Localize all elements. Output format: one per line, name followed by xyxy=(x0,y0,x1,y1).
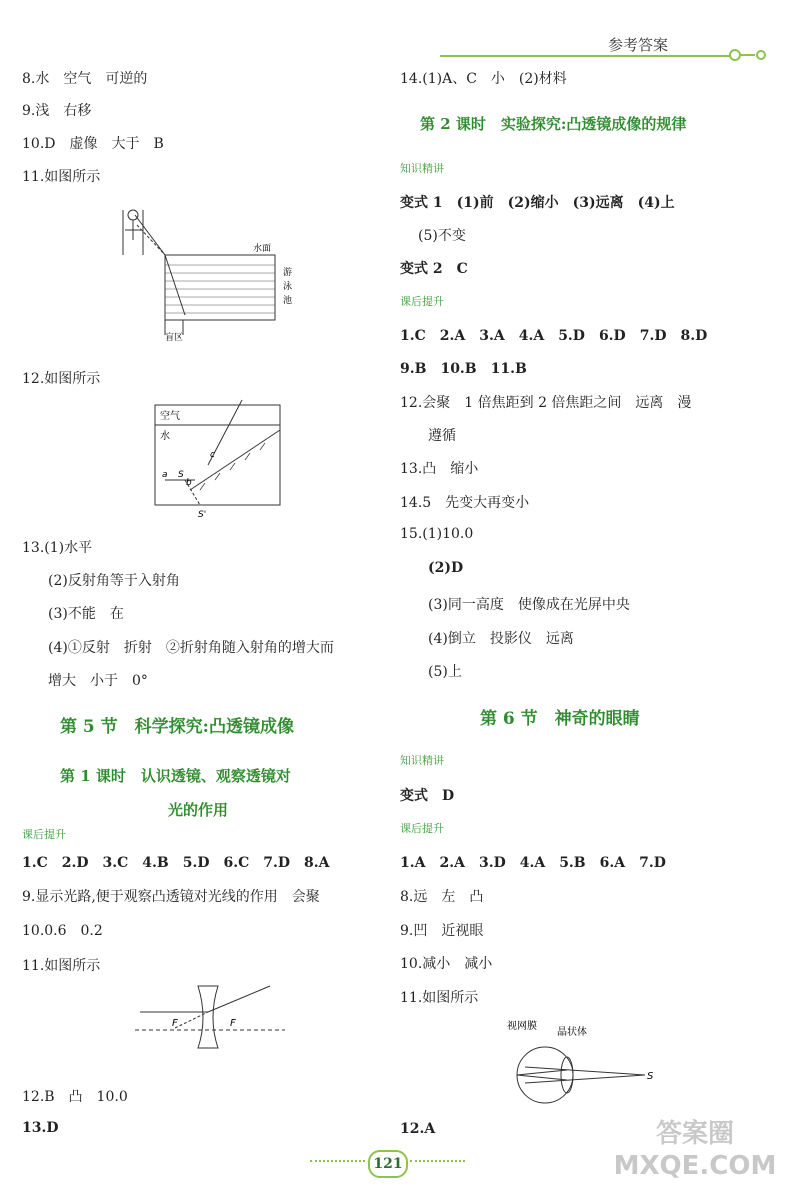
answer-line: 12.会聚 1 倍焦距到 2 倍焦距之间 远离 漫 xyxy=(400,395,692,411)
svg-text:a: a xyxy=(162,470,168,480)
blind-zone-label: 盲区 xyxy=(165,333,184,343)
section-tag: 课后提升 xyxy=(400,822,444,835)
answer-line: (2)反射角等于入射角 xyxy=(48,573,180,589)
water-label: 水 xyxy=(160,431,170,442)
svg-text:游: 游 xyxy=(283,268,293,278)
svg-text:S': S' xyxy=(198,510,207,520)
svg-text:b: b xyxy=(186,478,192,488)
watermark: 答案圈 MXQE.COM xyxy=(613,1119,777,1181)
air-label: 空气 xyxy=(160,411,180,422)
section-tag: 课后提升 xyxy=(400,295,444,308)
variant-line: 变式 2 C xyxy=(400,261,468,277)
answer-line: 9.浅 右移 xyxy=(22,103,92,119)
footer-rule-right xyxy=(410,1160,465,1162)
water-surface-label: 水面 xyxy=(253,244,272,254)
answer-line: 9.凹 近视眼 xyxy=(400,923,484,939)
pool-figure xyxy=(115,195,315,345)
svg-text:c: c xyxy=(210,450,215,460)
answer-line: 12.A xyxy=(400,1121,436,1137)
header-ornament xyxy=(725,46,775,64)
answer-line: 9.B 10.B 11.B xyxy=(400,361,527,377)
answer-line: 13.D xyxy=(22,1120,59,1136)
answer-line: 8.远 左 凸 xyxy=(400,889,484,905)
answer-line: 遵循 xyxy=(428,428,456,444)
answer-line: 14.5 先变大再变小 xyxy=(400,495,530,511)
lesson-title-cont: 光的作用 xyxy=(168,801,229,819)
answer-line: 增大 小于 0° xyxy=(48,673,148,689)
answer-line: 10.减小 减小 xyxy=(400,956,493,972)
answer-line: 1.C 2.A 3.A 4.A 5.D 6.D 7.D 8.D xyxy=(400,328,708,344)
svg-text:泳: 泳 xyxy=(283,282,293,292)
answer-line: 10.0.6 0.2 xyxy=(22,923,103,939)
mirror-water-figure xyxy=(150,395,290,520)
section-title: 第 5 节 科学探究:凸透镜成像 xyxy=(60,717,294,737)
section-title: 第 6 节 神奇的眼睛 xyxy=(480,709,640,729)
answer-line: 12.B 凸 10.0 xyxy=(22,1089,128,1105)
variant-line: 变式 D xyxy=(400,788,455,804)
answer-line: 13.凸 缩小 xyxy=(400,461,479,477)
retina-label: 视网膜 xyxy=(507,1021,537,1032)
answer-line: (4)①反射 折射 ②折射角随入射角的增大而 xyxy=(48,640,334,656)
answer-line: 11.如图所示 xyxy=(22,958,101,974)
svg-text:S: S xyxy=(178,470,184,480)
answer-line: 9.显示光路,便于观察凸透镜对光线的作用 会聚 xyxy=(22,889,320,905)
answer-line: 13.(1)水平 xyxy=(22,540,93,556)
answer-line: 12.如图所示 xyxy=(22,371,101,387)
answer-line: (3)不能 在 xyxy=(48,606,124,622)
lesson-title: 第 1 课时 认识透镜、观察透镜对 xyxy=(60,767,291,785)
header-title: 参考答案 xyxy=(608,36,669,54)
variant-line: (5)不变 xyxy=(418,228,466,244)
answer-line: 1.C 2.D 3.C 4.B 5.D 6.C 7.D 8.A xyxy=(22,855,330,871)
answer-line: (5)上 xyxy=(428,664,462,680)
answer-line: (2)D xyxy=(428,560,464,576)
footer-rule-left xyxy=(310,1160,365,1162)
lesson-title: 第 2 课时 实验探究:凸透镜成像的规律 xyxy=(420,115,687,133)
answer-line: 15.(1)10.0 xyxy=(400,526,474,542)
answer-line: 8.水 空气 可逆的 xyxy=(22,71,148,87)
eye-figure xyxy=(505,1015,655,1110)
variant-line: 变式 1 (1)前 (2)缩小 (3)远离 (4)上 xyxy=(400,195,675,211)
answer-line: 10.D 虚像 大于 B xyxy=(22,136,164,152)
header-rule xyxy=(440,55,730,57)
svg-text:F: F xyxy=(172,1018,178,1029)
section-tag: 课后提升 xyxy=(22,828,66,841)
answer-line: (3)同一高度 使像成在光屏中央 xyxy=(428,597,630,613)
page-number: 121 xyxy=(368,1150,408,1178)
answer-line: 11.如图所示 xyxy=(400,990,479,1006)
answer-line: 14.(1)A、C 小 (2)材料 xyxy=(400,71,567,87)
point-s-label: S xyxy=(647,1071,654,1082)
answer-line: 1.A 2.A 3.D 4.A 5.B 6.A 7.D xyxy=(400,855,666,871)
answer-line: (4)倒立 投影仪 远离 xyxy=(428,631,574,647)
section-tag: 知识精讲 xyxy=(400,754,444,767)
lens-label: 晶状体 xyxy=(557,1027,587,1038)
section-tag: 知识精讲 xyxy=(400,162,444,175)
svg-text:F: F xyxy=(230,1018,236,1029)
answer-line: 11.如图所示 xyxy=(22,169,101,185)
concave-lens-figure xyxy=(130,978,290,1053)
svg-text:池: 池 xyxy=(283,296,293,306)
